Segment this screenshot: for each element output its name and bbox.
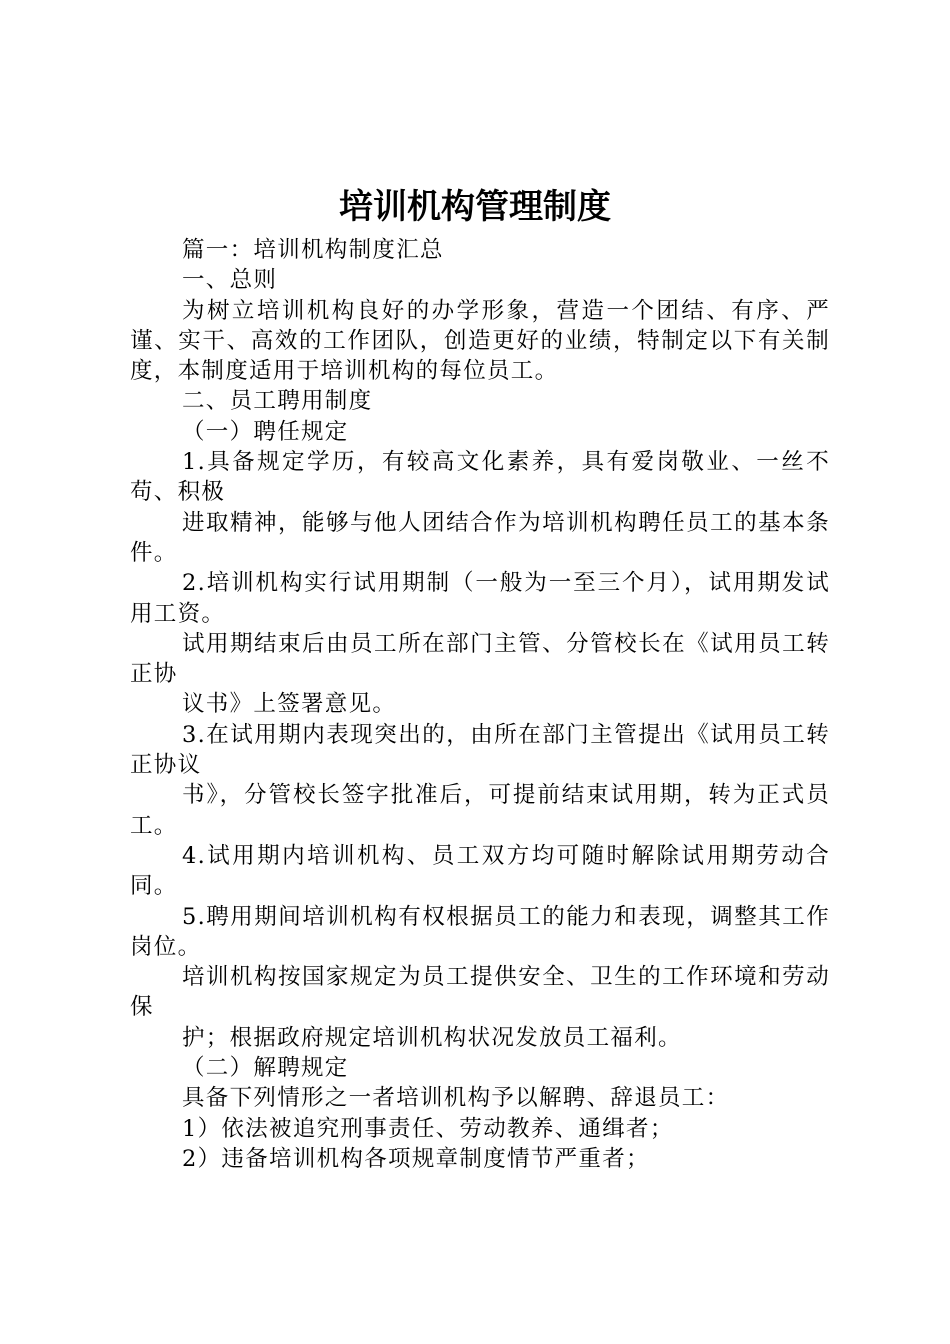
paragraph: 2.培训机构实行试用期制（一般为一至三个月），试用期发试用工资。: [130, 570, 830, 627]
paragraph: 3.在试用期内表现突出的，由所在部门主管提出《试用员工转正协议: [130, 721, 830, 779]
paragraph: 篇一：培训机构制度汇总: [182, 237, 444, 263]
paragraph: （一）聘任规定: [182, 418, 349, 445]
paragraph: 1）依法被追究刑事责任、劳动教养、通缉者；: [182, 1115, 674, 1142]
paragraph: 试用期结束后由员工所在部门主管、分管校长在《试用员工转正协: [130, 630, 830, 688]
paragraph: （二）解聘规定: [182, 1055, 349, 1082]
paragraph: 1.具备规定学历，有较高文化素养，具有爱岗敬业、一丝不苟、积极: [130, 449, 830, 506]
paragraph: 4.试用期内培训机构、员工双方均可随时解除试用期劳动合同。: [130, 842, 830, 900]
paragraph: 护；根据政府规定培训机构状况发放员工福利。: [182, 1024, 682, 1051]
paragraph: 书》，分管校长签字批准后，可提前结束试用期，转为正式员工。: [130, 782, 830, 839]
paragraph: 一、总则: [182, 267, 278, 294]
document-body: [130, 235, 830, 1174]
paragraph: 2）违备培训机构各项规章制度情节严重者；: [182, 1145, 650, 1172]
paragraph: 具备下列情形之一者培训机构予以解聘、辞退员工：: [182, 1085, 730, 1112]
paragraph: 二、员工聘用制度: [182, 388, 373, 415]
paragraph: 为树立培训机构良好的办学形象，营造一个团结、有序、严谨、实干、高效的工作团队，创造更好的业绩，特制定以下有关制度，本制度适用于培训机构的每位员工。: [130, 297, 830, 385]
paragraph: 议书》上签署意见。: [182, 691, 397, 718]
document-title: 培训机构管理制度: [339, 187, 611, 227]
paragraph: 进取精神，能够与他人团结合作为培训机构聘任员工的基本条件。: [130, 509, 830, 566]
paragraph: 培训机构按国家规定为员工提供安全、卫生的工作环境和劳动保: [130, 964, 830, 1021]
paragraph: 5.聘用期间培训机构有权根据员工的能力和表现，调整其工作岗位。: [130, 903, 830, 960]
